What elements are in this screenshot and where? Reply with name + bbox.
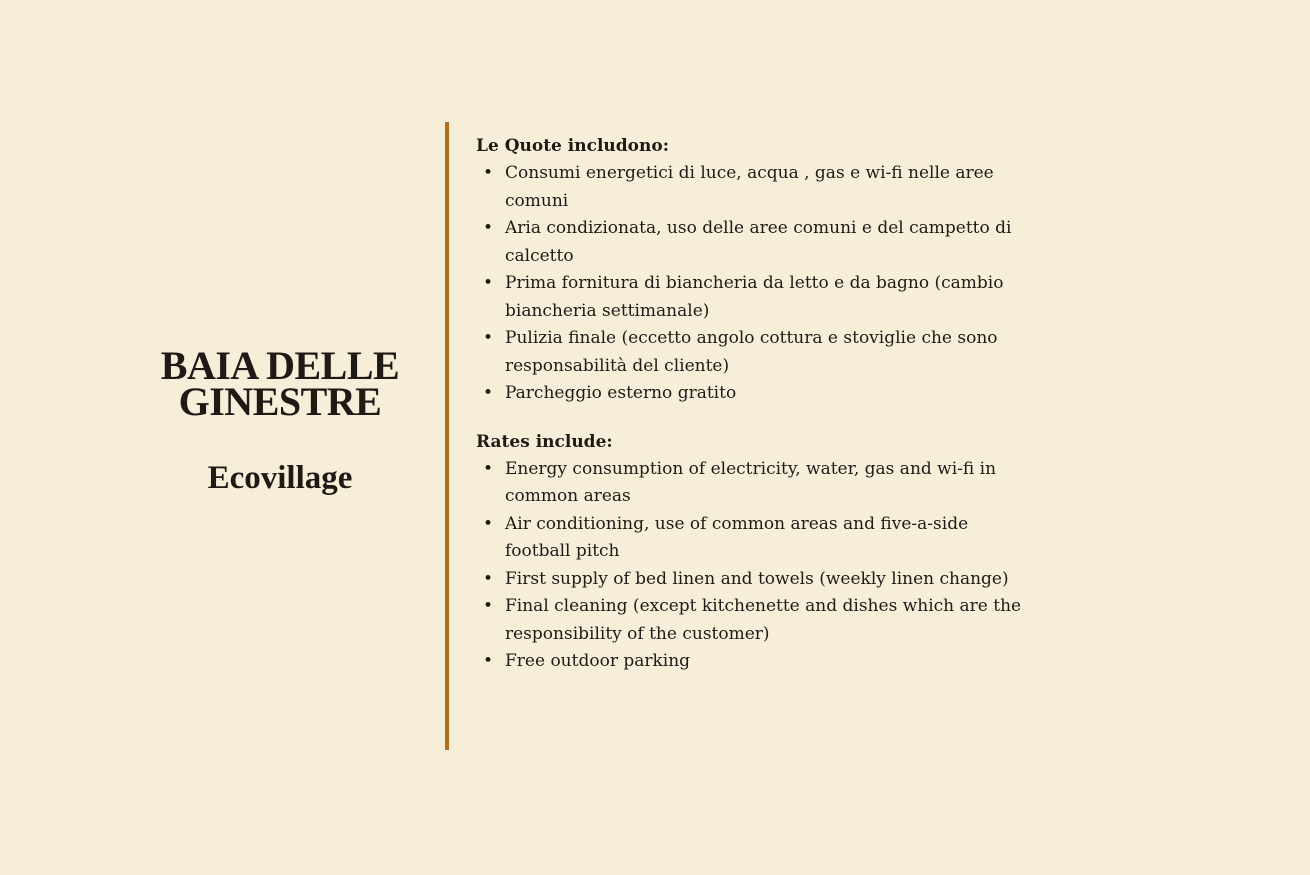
bullet-icon: • [483, 651, 494, 671]
bullet-icon: • [483, 328, 494, 348]
list-item-text: Energy consumption of electricity, water, gas and wi-fi in common areas [505, 458, 997, 506]
list-item-text: Final cleaning (except kitchenette and dishes which are the responsibility of the customer) [505, 596, 1022, 644]
section-english [476, 428, 1056, 676]
list-item [476, 648, 1035, 676]
list-item [476, 456, 1035, 511]
vertical-divider [445, 122, 449, 750]
brand-title: BAIA DELLE GINESTRE [160, 343, 400, 424]
bullet-icon: • [483, 383, 494, 403]
list-item [476, 593, 1035, 648]
list-item-text: Aria condizionata, uso delle aree comuni e del campetto di calcetto [505, 218, 1012, 266]
list-item-text: Consumi energetici di luce, acqua , gas e wi-fi nelle aree comuni [505, 163, 994, 211]
bullet-icon: • [483, 513, 494, 534]
list-item [476, 566, 1035, 594]
brand-block [130, 343, 430, 498]
bullet-icon: • [483, 568, 494, 589]
inclusions-content [476, 132, 1056, 696]
list-item-text: Air conditioning, use of common areas and five-a-side football pitch [505, 513, 969, 561]
bullet-icon: • [483, 163, 494, 183]
inclusion-list [476, 456, 1056, 676]
list-item [476, 325, 1035, 380]
section-heading: Rates include: [476, 431, 613, 452]
brand-subtitle: Ecovillage [207, 460, 353, 496]
section-heading: Le Quote includono: [476, 136, 669, 156]
bullet-icon: • [483, 596, 494, 616]
inclusion-list [476, 160, 1056, 408]
list-item [476, 160, 1035, 215]
section-italian [476, 132, 1056, 408]
list-item-text: Pulizia finale (eccetto angolo cottura e stoviglie che sono responsabilità del cliente) [505, 328, 998, 376]
bullet-icon: • [483, 218, 494, 238]
list-item [476, 380, 1035, 408]
list-item [476, 270, 1035, 325]
list-item [476, 215, 1035, 270]
bullet-icon: • [483, 273, 494, 293]
list-item-text: Parcheggio esterno gratito [505, 383, 737, 403]
list-item-text: Free outdoor parking [505, 651, 691, 671]
bullet-icon: • [483, 458, 494, 479]
list-item-text: Prima fornitura di biancheria da letto e da bagno (cambio biancheria settimanale) [505, 273, 1004, 321]
list-item [476, 511, 1035, 566]
list-item-text: First supply of bed linen and towels (weekly linen change) [505, 568, 1009, 589]
